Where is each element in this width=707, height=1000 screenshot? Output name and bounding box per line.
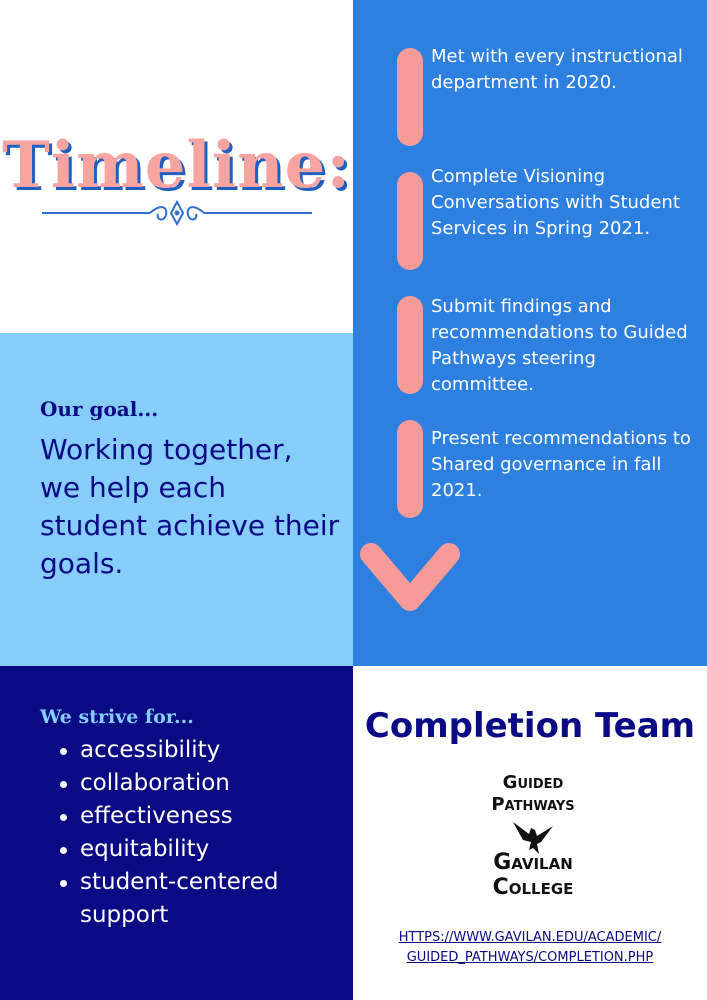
goal-heading: Our goal... xyxy=(40,397,159,421)
timeline-bar-1 xyxy=(397,48,423,146)
list-item: effectiveness xyxy=(80,800,340,833)
team-title: Completion Team xyxy=(364,706,696,746)
timeline-item-4: Present recommendations to Shared governance in fall 2021. xyxy=(431,428,691,501)
timeline-panel xyxy=(353,0,707,666)
strive-panel xyxy=(0,666,353,1000)
title-panel xyxy=(0,0,353,333)
list-item: student-centered support xyxy=(80,866,340,932)
logo-line-2: Gavilan College xyxy=(492,850,574,900)
timeline-item-1: Met with every instructional department in 2020. xyxy=(431,46,683,93)
completion-link[interactable] xyxy=(353,928,707,968)
timeline-bar-2 xyxy=(397,172,423,270)
timeline-item-2: Complete Visioning Conversations with Student Services in Spring 2021. xyxy=(431,166,680,239)
list-item: accessibility xyxy=(80,734,340,767)
team-panel xyxy=(353,666,707,1000)
completion-link-line-1[interactable]: HTTPS://WWW.GAVILAN.EDU/ACADEMIC/ xyxy=(398,930,662,945)
timeline-bar-3 xyxy=(397,296,423,394)
flourish-divider-icon xyxy=(42,196,312,230)
timeline-item-3: Submit findings and recommendations to Guided Pathways steering committee. xyxy=(431,296,688,395)
chevron-down-icon xyxy=(357,540,463,616)
timeline-bar-4 xyxy=(397,420,423,518)
completion-link-line-2[interactable]: GUIDED_PATHWAYS/COMPLETION.PHP xyxy=(406,950,654,965)
strive-heading: We strive for... xyxy=(40,706,194,728)
list-item: equitability xyxy=(80,833,340,866)
guided-pathways-logo xyxy=(463,770,603,910)
values-list xyxy=(80,734,340,932)
list-item: collaboration xyxy=(80,767,340,800)
logo-line-1: Guided Pathways xyxy=(491,772,575,815)
goal-panel xyxy=(0,333,353,666)
page-title: Timeline: xyxy=(2,128,351,203)
goal-statement: Working together, we help each student achieve their goals. xyxy=(40,433,340,580)
